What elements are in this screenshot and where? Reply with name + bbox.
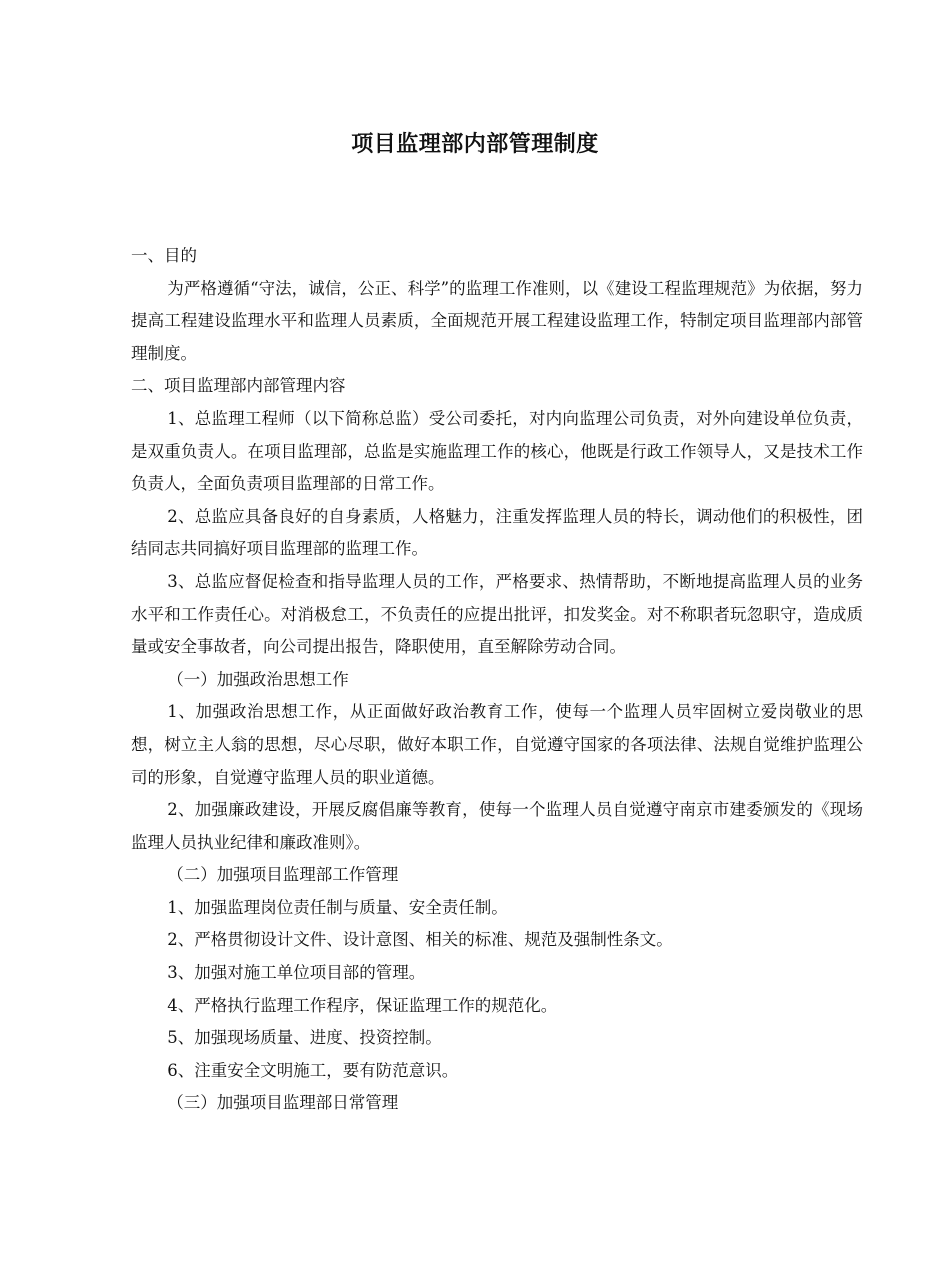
list-item: 6、注重安全文明施工，要有防范意识。 [167, 1060, 459, 1080]
subsection-heading-work-management: （二）加强项目监理部工作管理 [167, 865, 399, 885]
subsection-heading-daily-management: （三）加强项目监理部日常管理 [167, 1093, 399, 1113]
paragraph-political-1: 1、加强政治思想工作，从正面做好政治教育工作，使每一个监理人员牢固树立爱岗敬业的思想，树立主人翁的思想，尽心尽职，做好本职工作，自觉遵守国家的各项法律、法规自觉维护监理公司的形象，自觉遵守监理人员的职业道德。 [131, 702, 863, 787]
section-heading-management-content: 二、项目监理部内部管理内容 [131, 376, 346, 396]
paragraph-item-3: 3、总监应督促检查和指导监理人员的工作，严格要求、热情帮助，不断地提高监理人员的业务水平和工作责任心。对消极怠工，不负责任的应提出批评，扣发奖金。对不称职者玩忽职守，造成质量或安全事故者，向公司提出报告，降职使用，直至解除劳动合同。 [131, 571, 863, 657]
paragraph-political-2: 2、加强廉政建设，开展反腐倡廉等教育，使每一个监理人员自觉遵守南京市建委颁发的《现场监理人员执业纪律和廉政准则》。 [131, 800, 863, 852]
list-item: 5、加强现场质量、进度、投资控制。 [167, 1028, 442, 1048]
list-item: 4、严格执行监理工作程序，保证监理工作的规范化。 [167, 995, 558, 1015]
paragraph-purpose: 为严格遵循“守法，诚信，公正、科学”的监理工作准则，以《建设工程监理规范》为依据，努力提高工程建设监理水平和监理人员素质，全面规范开展工程建设监理工作，特制定项目监理部内部管理制度。 [131, 278, 863, 363]
section-heading-purpose: 一、目的 [131, 246, 197, 265]
paragraph-item-1: 1、总监理工程师（以下简称总监）受公司委托，对内向监理公司负责，对外向建设单位负责，是双重负责人。在项目监理部，总监是实施监理工作的核心，他既是行政工作领导人，又是技术工作负责人，全面负责项目监理部的日常工作。 [131, 408, 863, 494]
subsection-heading-political-work: （一）加强政治思想工作 [167, 669, 349, 689]
document-title: 项目监理部内部管理制度 [351, 131, 599, 157]
list-item: 3、加强对施工单位项目部的管理。 [167, 963, 426, 983]
paragraph-item-2: 2、总监应具备良好的自身素质，人格魅力，注重发挥监理人员的特长，调动他们的积极性，团结同志共同搞好项目监理部的监理工作。 [131, 506, 863, 559]
document-body [131, 240, 863, 1120]
list-item: 1、加强监理岗位责任制与质量、安全责任制。 [167, 897, 508, 917]
list-item: 2、严格贯彻设计文件、设计意图、相关的标准、规范及强制性条文。 [167, 930, 673, 950]
